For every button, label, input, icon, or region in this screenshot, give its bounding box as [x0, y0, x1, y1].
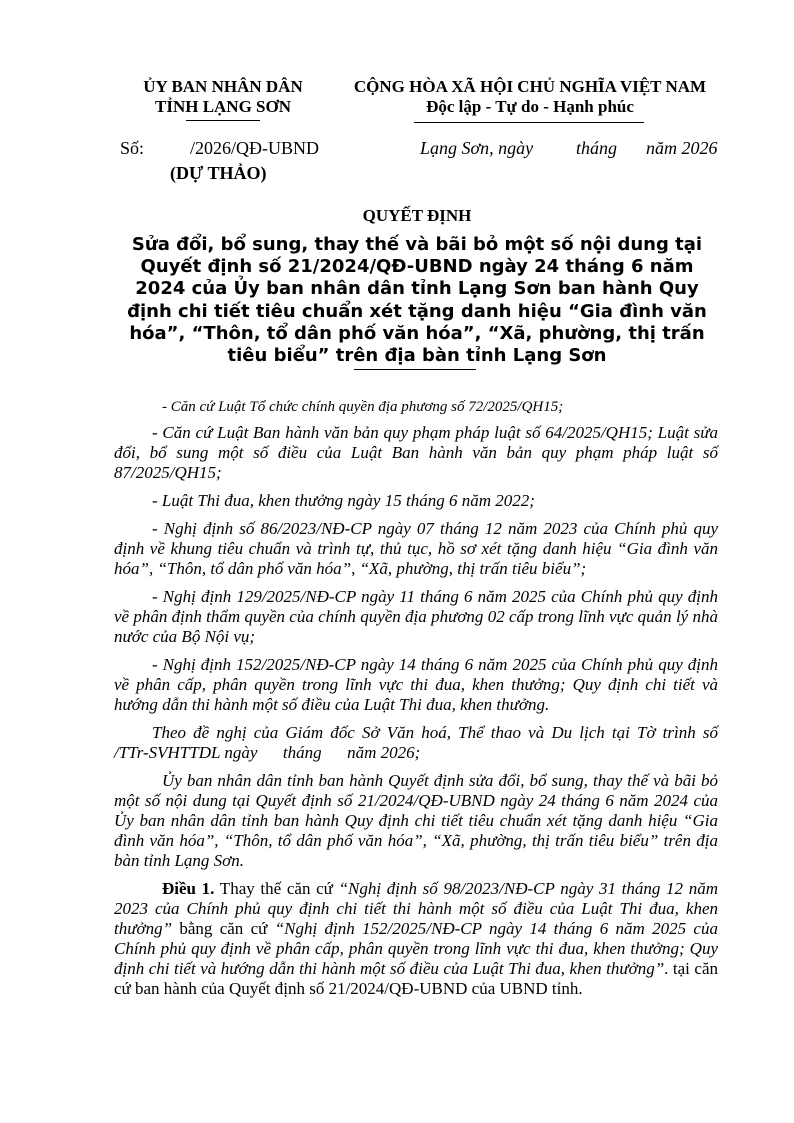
document-subject: Sửa đổi, bổ sung, thay thế và bãi bỏ một số nội dung tại Quyết định số 21/2024/QĐ-UBND ngày 24 tháng 6 năm 2024 của Ủy ban nhân dân tỉnh Lạng Sơn ban hành Quy định chi tiết tiêu chuẩn xét tặng danh hiệu “Gia đình văn hóa”, “Thôn, tổ dân phố văn hóa”, “Xã, phường, thị trấn tiêu biểu” trên địa bàn tỉnh Lạng Sơn — [127, 234, 707, 367]
legal-basis-3: - Luật Thi đua, khen thưởng ngày 15 tháng 6 năm 2022; — [152, 491, 535, 510]
legal-basis-6: - Nghị định 152/2025/NĐ-CP ngày 14 tháng 6 năm 2025 của Chính phủ quy định về phân cấp, phân quyền trong lĩnh vực thi đua, khen thưởng; Quy định chi tiết và hướng dẫn thi hành một số điều của Luật Thi đua, khen thưởng. — [114, 655, 718, 714]
number-suffix: /2026/QĐ-UBND — [190, 138, 319, 158]
article-1-label: Điều 1. — [162, 879, 215, 898]
agency-underline — [186, 120, 260, 121]
issuing-agency — [120, 77, 326, 117]
legal-basis-5: - Nghị định 129/2025/NĐ-CP ngày 11 tháng 6 năm 2025 của Chính phủ quy định về phân định thẩm quyền của chính quyền địa phương 02 cấp trong lĩnh vực quản lý nhà nước của Bộ Nội vụ; — [114, 587, 718, 646]
motto-underline — [414, 122, 644, 123]
country-name: CỘNG HÒA XÃ HỘI CHỦ NGHĨA VIỆT NAM — [353, 77, 707, 96]
agency-line-1: ỦY BAN NHÂN DÂN — [143, 77, 303, 96]
legal-basis-1: - Căn cứ Luật Tổ chức chính quyền địa phương số 72/2025/QH15; — [162, 399, 564, 415]
proposal-paragraph: Theo đề nghị của Giám đốc Sở Văn hoá, Thể thao và Du lịch tại Tờ trình số /TTr-SVHTTDL ngày tháng năm 2026; — [114, 723, 744, 762]
national-motto: Độc lập - Tự do - Hạnh phúc — [426, 97, 634, 116]
article-1-text-2: bằng căn cứ — [172, 919, 275, 938]
article-1-text-1: Thay thế căn cứ — [214, 879, 339, 898]
national-heading — [340, 77, 720, 117]
article-1-text-3: . tại căn cứ ban hành của Quyết định số 21/2024/QĐ-UBND của UBND tỉnh. — [114, 959, 718, 998]
document-number — [120, 138, 330, 158]
place-date-text: Lạng Sơn, ngày — [420, 138, 534, 158]
article-1-quote-new: “Nghị định 152/2025/NĐ-CP ngày 14 tháng 6 năm 2025 của Chính phủ quy định về phân cấp, phân quyền trong lĩnh vực thi đua, khen thưởng; Quy định chi tiết và hướng dẫn thi hành một số điều của Luật Thi đua, khen thưởng” — [114, 919, 718, 978]
draft-mark: (DỰ THẢO) — [170, 163, 267, 183]
month-word: tháng — [576, 138, 618, 158]
year-text: năm 2026 — [646, 138, 718, 158]
document-kind: QUYẾT ĐỊNH — [362, 206, 472, 225]
preamble-paragraph: Ủy ban nhân dân tỉnh ban hành Quyết định sửa đổi, bổ sung, thay thế và bãi bỏ một số nội dung tại Quyết định số 21/2024/QĐ-UBND ngày 24 tháng 6 năm 2024 của Ủy ban nhân dân tỉnh ban hành Quy định chi tiết tiêu chuẩn xét tặng danh hiệu “Gia đình văn hóa”, “Thôn, tổ dân phố văn hóa”, “Xã, phường, thị trấn tiêu biểu” trên địa bàn tỉnh Lạng Sơn. — [114, 771, 718, 870]
legal-basis-2: - Căn cứ Luật Ban hành văn bản quy phạm pháp luật số 64/2025/QH15; Luật sửa đổi, bổ sung một số điều của Luật Ban hành văn bản quy phạm pháp luật số 87/2025/QH15; — [114, 423, 718, 482]
article-1 — [114, 879, 718, 999]
number-label: Số: — [120, 138, 145, 158]
article-1-quote-old: “Nghị định số 98/2023/NĐ-CP ngày 31 tháng 12 năm 2023 của Chính phủ quy định chi tiết thi hành một số điều của Luật Thi đua, khen thưởng” — [114, 879, 719, 938]
agency-line-2: TỈNH LẠNG SƠN — [154, 97, 292, 116]
title-underline — [354, 369, 476, 370]
legal-basis-4: - Nghị định số 86/2023/NĐ-CP ngày 07 tháng 12 năm 2023 của Chính phủ quy định về khung tiêu chuẩn và trình tự, thủ tục, hồ sơ xét tặng danh hiệu “Gia đình văn hóa”, “Thôn, tổ dân phố văn hóa”, “Xã, phường, thị trấn tiêu biểu”; — [114, 519, 718, 578]
